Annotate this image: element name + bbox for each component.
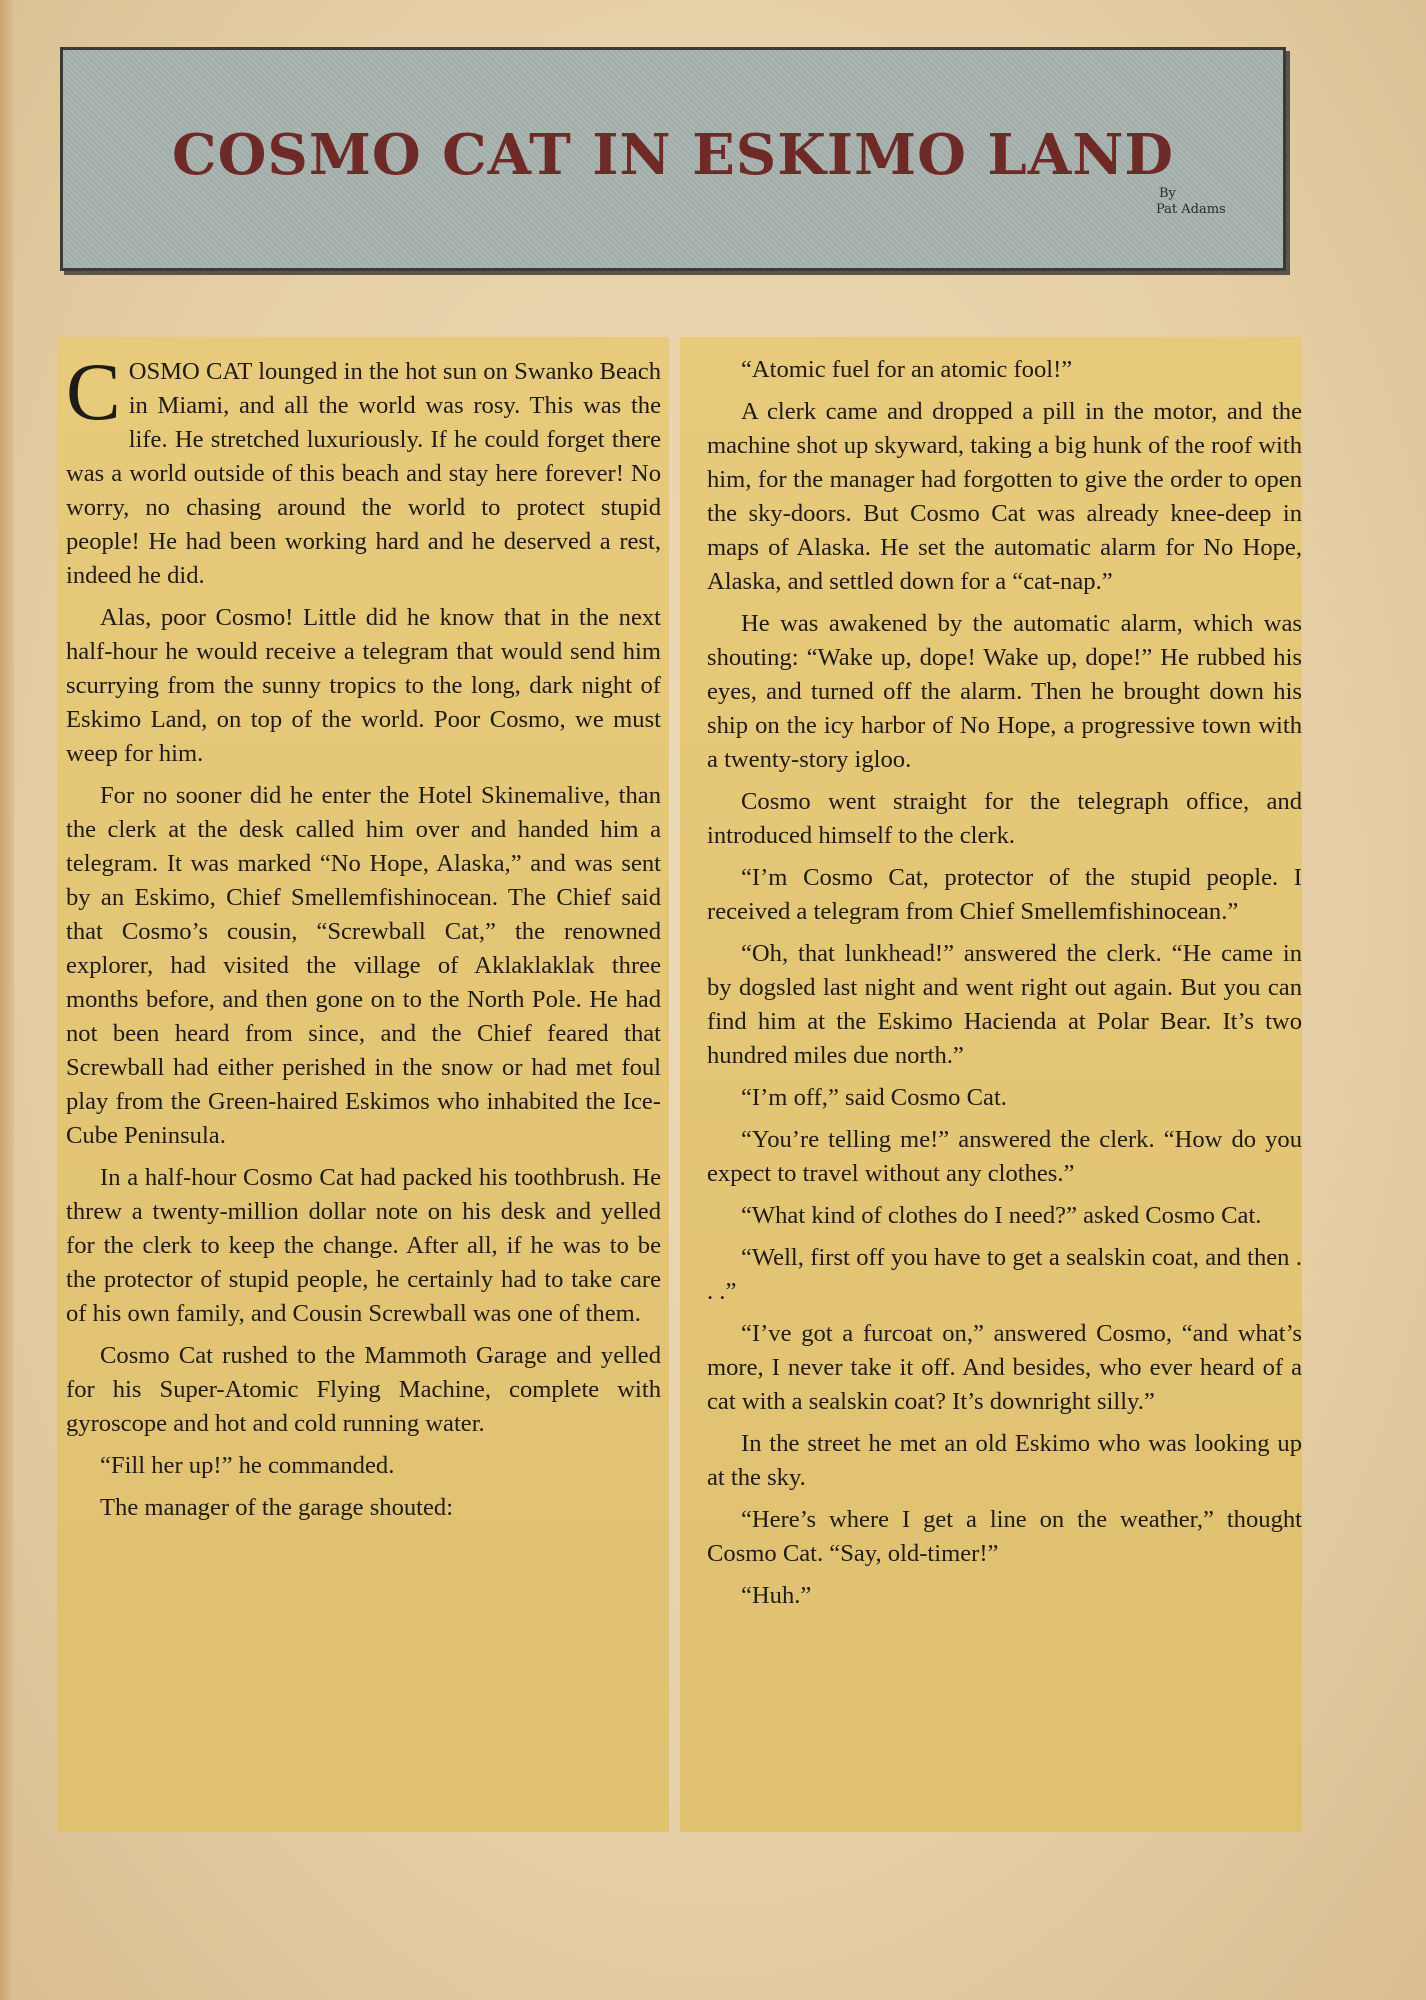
paragraph: “What kind of clothes do I need?” asked Cosmo Cat. bbox=[741, 1202, 1262, 1229]
paragraph: He was awakened by the automatic alarm, which was shouting: “Wake up, dope! Wake up, dope!” He rubbed his eyes, and turned off the alarm. Then he brought down his ship on the icy harbor of No Hope, a progressive town with a twenty-story igloo. bbox=[707, 610, 1302, 773]
byline bbox=[1156, 186, 1226, 218]
paragraph: “Fill her up!” he commanded. bbox=[100, 1452, 395, 1479]
paragraph: “Huh.” bbox=[741, 1582, 812, 1609]
right-column bbox=[707, 353, 1302, 1621]
left-column bbox=[66, 346, 661, 1533]
paragraph: “Well, first off you have to get a sealskin coat, and then . . .” bbox=[707, 1244, 1302, 1305]
paragraph: “You’re telling me!” answered the clerk. “How do you expect to travel without any clothes.” bbox=[707, 1126, 1302, 1187]
story-title: COSMO CAT IN ESKIMO LAND bbox=[172, 122, 1174, 188]
paragraph: The manager of the garage shouted: bbox=[100, 1494, 454, 1521]
paragraph: A clerk came and dropped a pill in the motor, and the machine shot up skyward, taking a big hunk of the roof with him, for the manager had forgotten to give the order to open the sky-doors. But Cosmo Cat was already knee-deep in maps of Alaska. He set the automatic alarm for No Hope, Alaska, and settled down for a “cat-nap.” bbox=[707, 398, 1302, 595]
paragraph: “I’ve got a furcoat on,” answered Cosmo, “and what’s more, I never take it off. And besides, who ever heard of a cat with a sealskin coat? It’s downright silly.” bbox=[707, 1320, 1302, 1415]
paragraph: In a half-hour Cosmo Cat had packed his toothbrush. He threw a twenty-million dollar note on his desk and yelled for the clerk to keep the change. After all, if he was to be the protector of stupid people, he certainly had to take care of his own family, and Cousin Screwball was one of them. bbox=[66, 1164, 661, 1327]
paragraph: Alas, poor Cosmo! Little did he know that in the next half-hour he would receive a telegram that would send him scurrying from the sunny tropics to the long, dark night of Eskimo Land, on top of the world. Poor Cosmo, we must weep for him. bbox=[66, 604, 661, 767]
paragraph: Cosmo Cat rushed to the Mammoth Garage and yelled for his Super-Atomic Flying Machine, complete with gyroscope and hot and cold running water. bbox=[66, 1342, 661, 1437]
paragraph: “Atomic fuel for an atomic fool!” bbox=[741, 356, 1073, 383]
paragraph: “Oh, that lunkhead!” answered the clerk. “He came in by dogsled last night and went right out again. But you can find him at the Eskimo Hacienda at Polar Bear. It’s two hundred miles due north.” bbox=[707, 940, 1302, 1069]
paragraph: “I’m off,” said Cosmo Cat. bbox=[741, 1084, 1007, 1111]
paragraph bbox=[66, 346, 661, 593]
paragraph: “I’m Cosmo Cat, protector of the stupid people. I received a telegram from Chief Smellemfishinocean.” bbox=[707, 864, 1302, 925]
title-banner bbox=[60, 47, 1286, 271]
paragraph: In the street he met an old Eskimo who was looking up at the sky. bbox=[707, 1430, 1302, 1491]
paragraph-text: OSMO CAT lounged in the hot sun on Swanko Beach in Miami, and all the world was rosy. This was the life. He stretched luxuriously. If he could forget there was a world outside of this beach and stay here forever! No worry, no chasing around the world to protect stupid people! He had been working hard and he deserved a rest, indeed he did. bbox=[66, 358, 661, 589]
byline-author: Pat Adams bbox=[1156, 202, 1226, 217]
page-binding-edge bbox=[0, 0, 14, 2000]
drop-cap: C bbox=[66, 346, 121, 437]
paragraph: “Here’s where I get a line on the weather,” thought Cosmo Cat. “Say, old-timer!” bbox=[707, 1506, 1302, 1567]
paragraph: Cosmo went straight for the telegraph office, and introduced himself to the clerk. bbox=[707, 788, 1302, 849]
paragraph: For no sooner did he enter the Hotel Skinemalive, than the clerk at the desk called him over and handed him a telegram. It was marked “No Hope, Alaska,” and was sent by an Eskimo, Chief Smellemfishinocean. The Chief said that Cosmo’s cousin, “Screwball Cat,” the renowned explorer, had visited the village of Aklaklaklak three months before, and then gone on to the North Pole. He had not been heard from since, and the Chief feared that Screwball had either perished in the snow or had met foul play from the Green-haired Eskimos who inhabited the Ice-Cube Peninsula. bbox=[66, 782, 661, 1149]
byline-by: By bbox=[1159, 186, 1176, 201]
